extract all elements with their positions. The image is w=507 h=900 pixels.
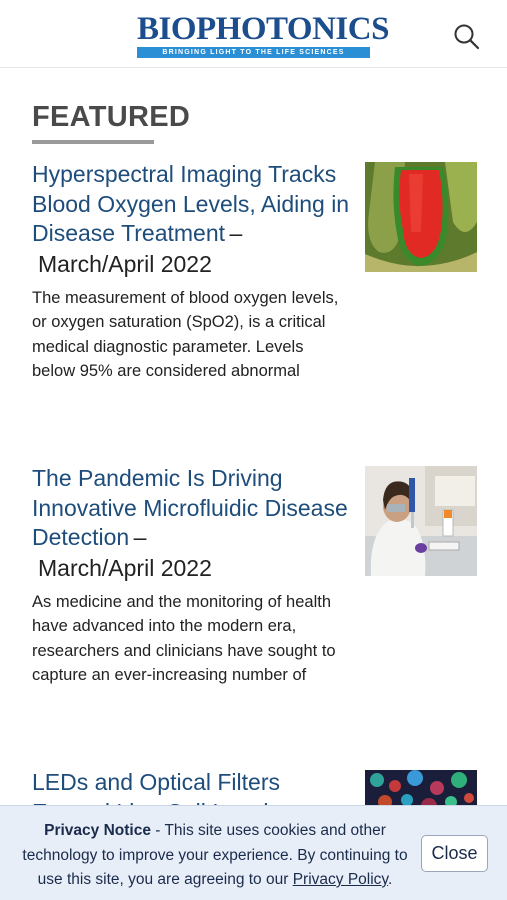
article-title-link[interactable]: Hyperspectral Imaging Tracks Blood Oxygen Levels, Aiding in Disease Treatment	[32, 161, 350, 246]
article-title-link[interactable]: LEDs and Optical Filters	[32, 769, 280, 795]
site-logo[interactable]	[137, 11, 389, 58]
privacy-notice-text	[20, 819, 410, 893]
article-title-link[interactable]: The Pandemic Is Driving Innovative Microfluidic Disease Detection	[32, 465, 348, 550]
site-header	[0, 0, 507, 68]
article-date: March/April 2022	[38, 250, 212, 277]
privacy-policy-link[interactable]: Privacy Policy	[292, 871, 389, 888]
article-date: March/April 2022	[38, 554, 212, 581]
article-card	[32, 160, 482, 384]
logo-title: BIOPHOTONICS	[137, 11, 389, 47]
search-icon[interactable]	[452, 22, 482, 52]
close-button[interactable]: Close	[421, 835, 488, 872]
privacy-notice-end: .	[388, 871, 393, 888]
title-dash: –	[229, 220, 243, 246]
article-excerpt: The measurement of blood oxygen levels, or oxygen saturation (SpO2), is a critical medical diagnostic parameter. Levels below 95% are considered abnormal	[32, 288, 339, 380]
title-dash: –	[133, 524, 147, 550]
article-card	[32, 464, 482, 688]
section-title: FEATURED	[32, 101, 191, 133]
privacy-notice-body: - This site uses cookies and other technology to improve your experience. By continuing to use this site, you are agreeing to our	[22, 822, 408, 888]
article-excerpt: As medicine and the monitoring of health have advanced into the modern era, researchers and clinicians have sought to capture an ever-increasing number of	[32, 592, 336, 684]
privacy-notice-banner	[0, 805, 507, 900]
section-underline	[32, 140, 154, 144]
privacy-notice-heading: Privacy Notice	[44, 822, 151, 839]
logo-tagline: BRINGING LIGHT TO THE LIFE SCIENCES	[137, 47, 370, 58]
article-thumbnail[interactable]	[365, 466, 477, 576]
main-content	[32, 68, 482, 795]
article-thumbnail[interactable]	[365, 162, 477, 272]
